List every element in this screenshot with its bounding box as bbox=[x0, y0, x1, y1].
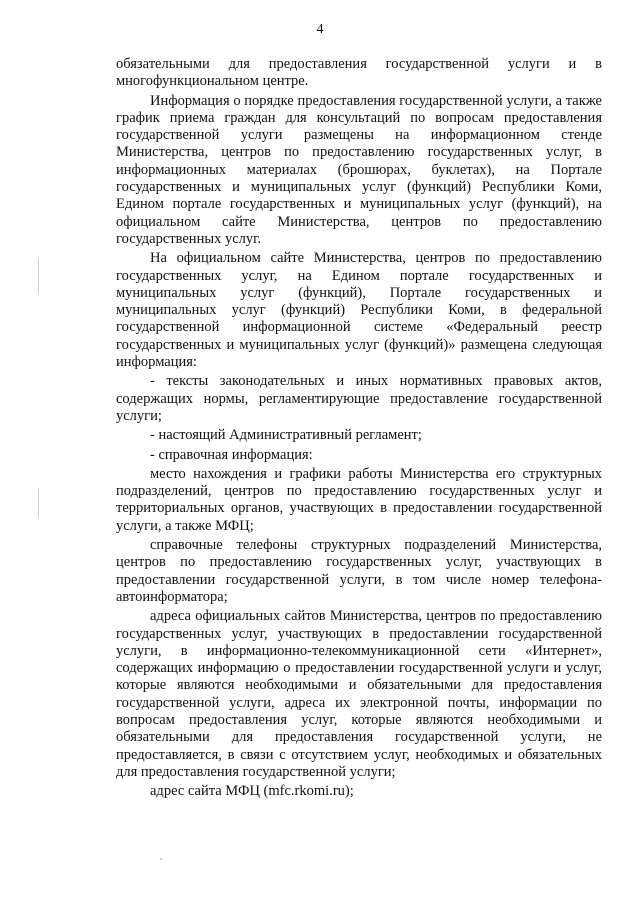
margin-mark bbox=[38, 488, 39, 518]
paragraph-info-placement: Информация о порядке предоставления государственной услуги, а также график приема граждан для консультаций по вопросам предоставления государственной услуги размещены на информационном стенде Министерства, центров по предоставлению государственных услуг, в информационных материалах (брошюрах, буклетах), на Портале государственных и муниципальных услуг (функций) Республики Коми, Едином портале государственных и муниципальных услуг (функций), на официальном сайте Министерства, центров по предоставлению государственных услуг. bbox=[116, 92, 602, 247]
paragraph-official-site: На официальном сайте Министерства, центров по предоставлению государственных услуг, на Едином портале государственных и муниципальных услуг (функций), Портале государственных и муниципальных услуг (функций) Республики Коми, в федеральной государственной информационной системе «Федеральный реестр государственных и муниципальных услуг (функций)» размещена следующая информация: bbox=[116, 250, 602, 371]
paragraph-mfc-site: адрес сайта МФЦ (mfc.rkomi.ru); bbox=[150, 783, 354, 800]
paragraph-continuation: обязательными для предоставления государственной услуги и в многофункциональном центре. bbox=[116, 56, 602, 90]
scan-speck bbox=[160, 858, 162, 860]
list-item-reference-info: - справочная информация: bbox=[150, 446, 313, 463]
list-item-regulation: - настоящий Административный регламент; bbox=[150, 427, 422, 444]
paragraph-phones: справочные телефоны структурных подразделений Министерства, центров по предоставлению государственных услуг, участвующих в предоставлении государственной услуги, в том числе номер телефона-автоинформатора; bbox=[116, 537, 602, 605]
margin-mark bbox=[38, 258, 39, 294]
list-item-legal-acts: - тексты законодательных и иных нормативных правовых актов, содержащих нормы, регламентирующие предоставление государственной услуги; bbox=[116, 373, 602, 424]
paragraph-websites: адреса официальных сайтов Министерства, центров по предоставлению государственных услуг, участвующих в предоставлении государственной услуги, в информационно-телекоммуникационной сети «Интернет», содержащих информацию о предоставлении государственной услуги и услуг, которые являются необходимыми и обязательными для предоставления государственной услуги, адреса их электронной почты, информации по вопросам предоставления услуг, которые являются необходимыми и обязательными для предоставления государственной услуги, не предоставляется, в связи с отсутствием услуг, необходимых и обязательных для предоставления государственной услуги; bbox=[116, 608, 602, 780]
page-number: 4 bbox=[316, 22, 324, 37]
paragraph-location-schedule: место нахождения и графики работы Министерства его структурных подразделений, центров по предоставлению государственных услуг и территориальных органов, участвующих в предоставлении государственной услуги, а также МФЦ; bbox=[116, 465, 602, 534]
document-body bbox=[116, 56, 602, 800]
